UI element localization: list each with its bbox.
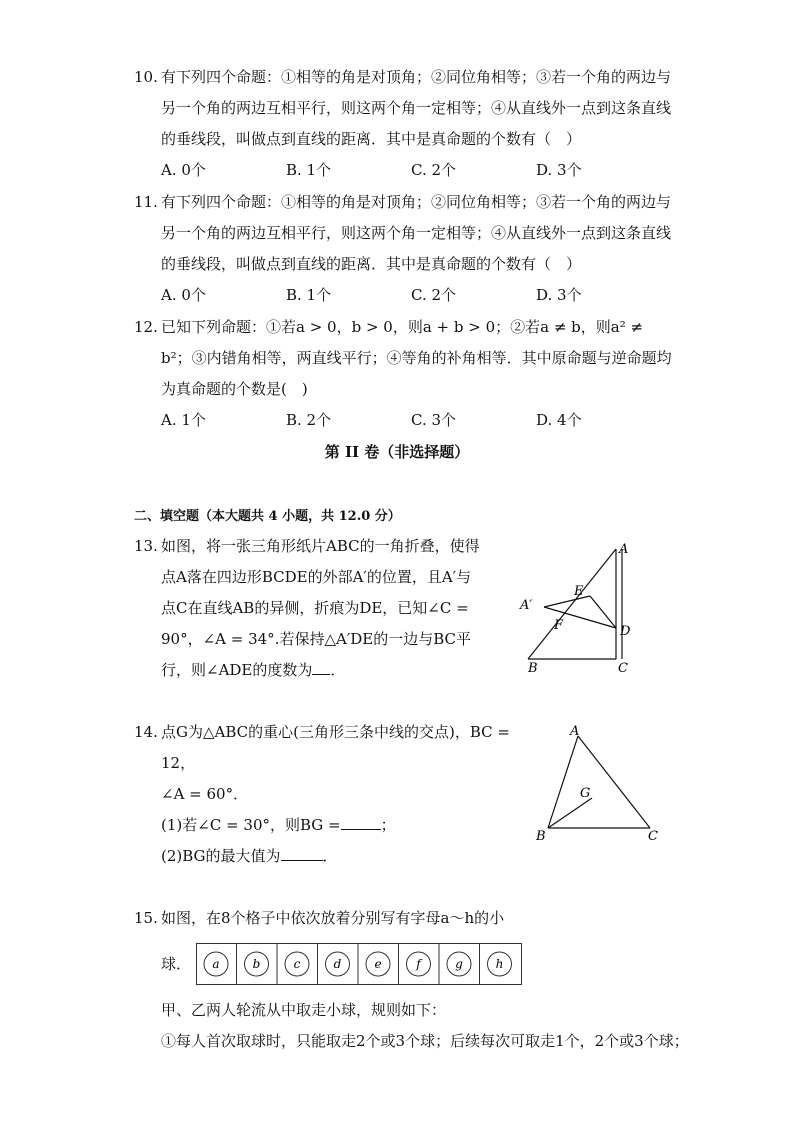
label-g: G <box>580 786 591 801</box>
ball-letter-c: c <box>293 957 301 971</box>
option-a: A. 0个 <box>161 286 206 304</box>
answer-blank-2[interactable] <box>281 842 323 861</box>
ball-intro-text: 球． <box>161 955 192 973</box>
question-12 <box>134 312 674 436</box>
options-row <box>161 155 674 186</box>
option-b: B. 1个 <box>286 161 332 179</box>
options-row <box>161 280 674 311</box>
label-a-prime: A′ <box>520 598 533 613</box>
centroid-triangle-figure <box>530 722 665 847</box>
segment-bg <box>548 798 592 828</box>
ball-letter-g: g <box>455 957 463 971</box>
question-line-3 <box>161 810 514 841</box>
label-c: C <box>618 661 628 675</box>
question-number: 15. <box>134 909 158 927</box>
label-e: E <box>574 584 584 599</box>
label-d: D <box>620 624 631 639</box>
answer-blank-1[interactable] <box>341 811 381 830</box>
question-15-line-2 <box>134 949 194 980</box>
question-text: 有下列四个命题：①相等的角是对顶角；②同位角相等；③若一个角的两边与另一个角的两边互相平行，则这两个角一定相等；④从直线外一点到这条直线的垂线段，叫做点到直线的距离．其中是真命题的个数有（ ） <box>161 193 672 273</box>
fold-de <box>590 596 616 628</box>
ball-letter-h: h <box>495 957 504 971</box>
question-13-text: 如图，将一张三角形纸片ABC的一角折叠，使得点A落在四边形BCDE的外部A′的位置，且A′与点C在直线AB的异侧，折痕为DE，已知∠C = 90°，∠A = 34°.若保持△A′DE的一边与BC平行，则∠ADE的度数为 <box>161 537 480 679</box>
options-row <box>161 405 674 436</box>
option-a: A. 1个 <box>161 411 206 429</box>
ball-letter-b: b <box>252 957 261 971</box>
label-b: B <box>528 661 538 675</box>
option-c: C. 2个 <box>411 161 457 179</box>
question-13-end: ． <box>330 661 346 679</box>
question-number: 12. <box>134 318 158 336</box>
rule-1: ①每人首次取球时，只能取走2个或3个球；后续每次可取走1个，2个或3个球； <box>161 1032 689 1050</box>
question-14 <box>134 717 514 872</box>
ball-grid-svg <box>196 943 522 985</box>
ball-letter-a: a <box>212 957 220 971</box>
question-line-2: ∠A = 60°． <box>161 785 249 803</box>
section-heading: 二、填空题（本大题共 4 小题，共 12.0 分） <box>134 509 401 524</box>
option-d: D. 3个 <box>536 286 582 304</box>
part-2-end: ． <box>322 847 338 865</box>
edge-ac <box>578 736 650 828</box>
edge-ab <box>548 736 578 828</box>
question-number: 14. <box>134 723 158 741</box>
label-a: A <box>619 542 629 557</box>
question-text: 已知下列命题：①若a > 0，b > 0，则a + b > 0；②若a ≠ b，则a² ≠ b²；③内错角相等，两直线平行；④等角的补角相等．其中原命题与逆命题均为真命题的个数是( ) <box>161 318 672 398</box>
question-text: 有下列四个命题：①相等的角是对顶角；②同位角相等；③若一个角的两边与另一个角的两边互相平行，则这两个角一定相等；④从直线外一点到这条直线的垂线段，叫做点到直线的距离．其中是真命题的个数有（ ） <box>161 68 672 148</box>
answer-blank[interactable] <box>312 656 330 675</box>
fold-triangle-figure <box>514 535 654 675</box>
part-2-text: (2)BG的最大值为 <box>161 847 281 865</box>
question-13 <box>134 531 484 686</box>
option-b: B. 2个 <box>286 411 332 429</box>
question-number: 13. <box>134 537 158 555</box>
ball-letter-d: d <box>333 957 342 971</box>
question-text <box>161 531 484 686</box>
ball-letter-e: e <box>374 957 382 971</box>
option-d: D. 4个 <box>536 411 582 429</box>
option-a: A. 0个 <box>161 161 206 179</box>
question-10 <box>134 62 674 186</box>
label-c: C <box>648 829 658 844</box>
ball-letter-f: f <box>416 957 421 971</box>
label-b: B <box>536 829 546 844</box>
rules-intro: 甲、乙两人轮流从中取走小球，规则如下： <box>161 1001 447 1019</box>
option-b: B. 1个 <box>286 286 332 304</box>
label-a: A <box>570 724 580 739</box>
question-number: 10. <box>134 68 158 86</box>
part-1-end: ； <box>380 816 396 834</box>
option-d: D. 3个 <box>536 161 582 179</box>
question-line-1: 点G为△ABC的重心(三角形三条中线的交点)，BC = 12， <box>161 723 510 772</box>
question-15-rules <box>134 995 689 1057</box>
edge-ab <box>528 549 616 659</box>
section-title: 第 II 卷（非选择题） <box>324 443 470 461</box>
option-c: C. 3个 <box>411 411 457 429</box>
part-1-text: (1)若∠C = 30°，则BG = <box>161 816 341 834</box>
question-15 <box>134 903 694 934</box>
option-c: C. 2个 <box>411 286 457 304</box>
question-number: 11. <box>134 193 158 211</box>
ball-grid <box>196 943 522 985</box>
label-f: F <box>554 618 564 633</box>
question-line-1: 如图，在8个格子中依次放着分别写有字母a～h的小 <box>161 909 505 927</box>
question-line-4 <box>161 841 514 872</box>
question-11 <box>134 187 674 311</box>
